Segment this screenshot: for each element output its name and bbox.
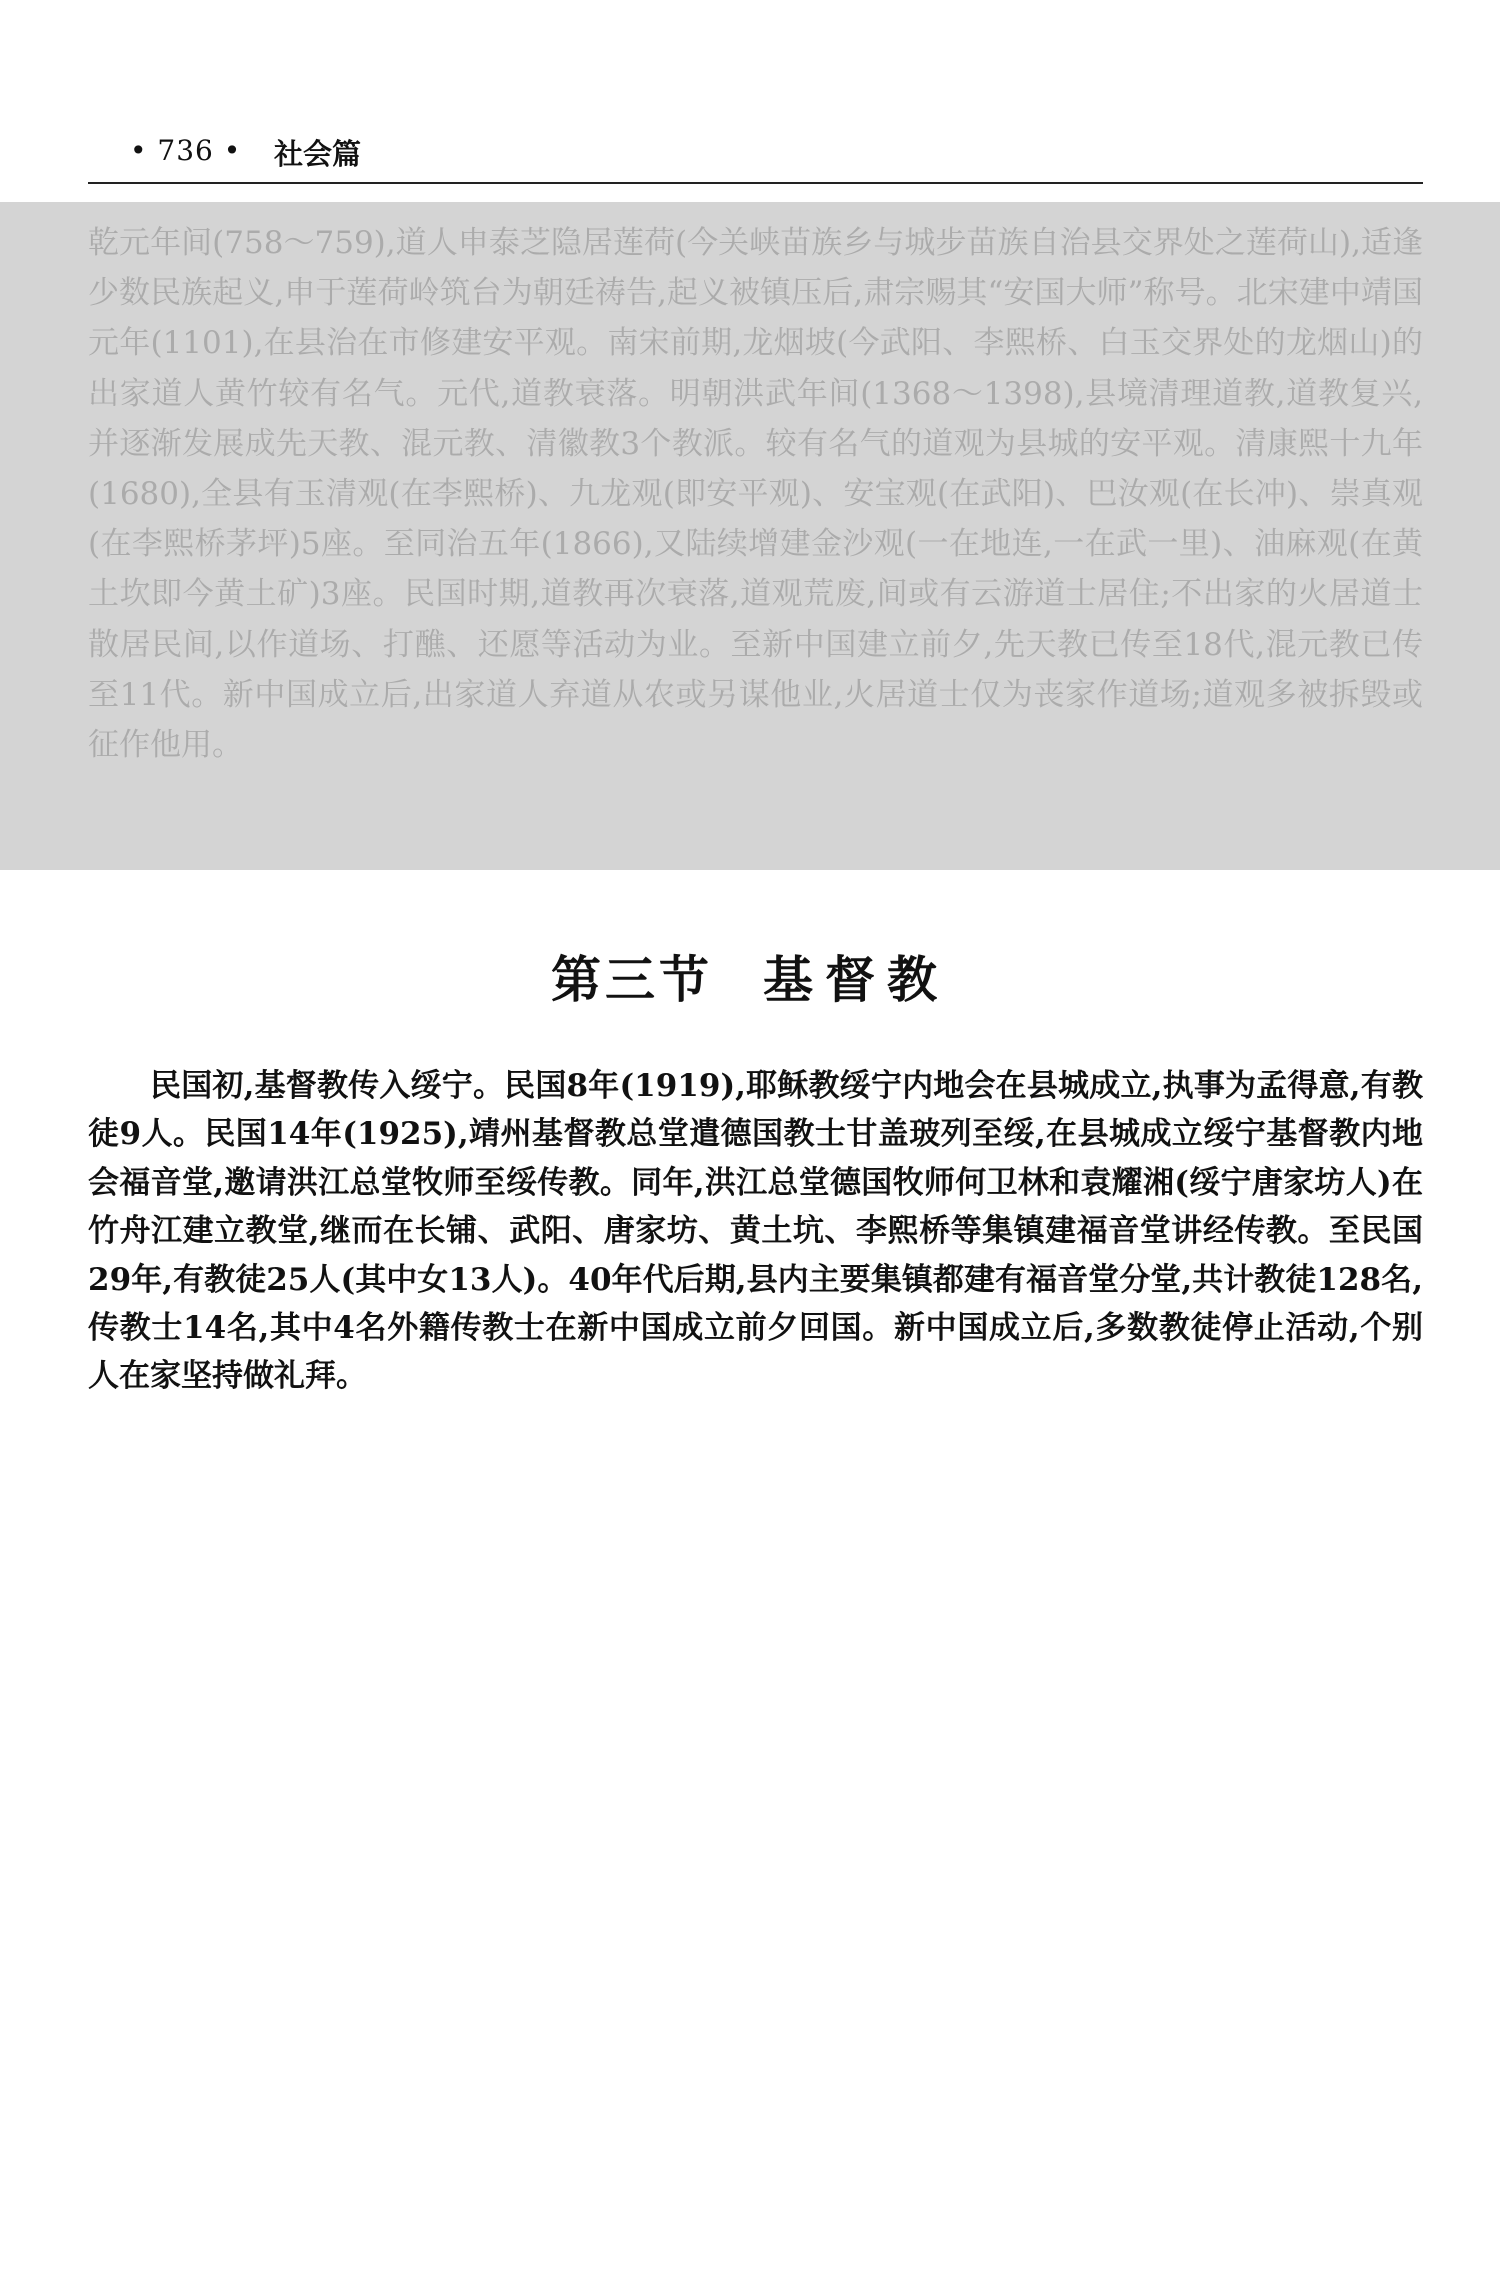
section-title (0, 940, 1500, 1012)
header-rule (88, 182, 1423, 184)
previous-section-paragraph: 乾元年间(758～759),道人申泰芝隐居莲荷(今关峡苗族乡与城步苗族自治县交界处之莲荷山),适逢少数民族起义,申于莲荷岭筑台为朝廷祷告,起义被镇压后,肃宗赐其“安国大师”称号。北宋建中靖国元年(1101),在县治在市修建安平观。南宋前期,龙烟坡(今武阳、李熙桥、白玉交界处的龙烟山)的出家道人黄竹较有名气。元代,道教衰落。明朝洪武年间(1368～1398),县境清理道教,道教复兴,并逐渐发展成先天教、混元教、清徽教3个教派。较有名气的道观为县城的安平观。清康熙十九年(1680),全县有玉清观(在李熙桥)、九龙观(即安平观)、安宝观(在武阳)、巴汝观(在长冲)、崇真观(在李熙桥茅坪)5座。至同治五年(1866),又陆续增建金沙观(一在地连,一在武一里)、油麻观(在黄土坎即今黄土矿)3座。民国时期,道教再次衰落,道观荒废,间或有云游道士居住;不出家的火居道士散居民间,以作道场、打醮、还愿等活动为业。至新中国建立前夕,先天教已传至18代,混元教已传至11代。新中国成立后,出家道人弃道从农或另谋他业,火居道士仅为丧家作道场;道观多被拆毁或征作他用。 (88, 225, 1423, 764)
body-paragraph: 民国初,基督教传入绥宁。民国8年(1919),耶稣教绥宁内地会在县城成立,执事为孟得意,有教徒9人。民国14年(1925),靖州基督教总堂遣德国教士甘盖玻列至绥,在县城成立绥宁基督教内地会福音堂,邀请洪江总堂牧师至绥传教。同年,洪江总堂德国牧师何卫林和袁耀湘(绥宁唐家坊人)在竹舟江建立教堂,继而在长铺、武阳、唐家坊、黄土坑、李熙桥等集镇建福音堂讲经传教。至民国29年,有教徒25人(其中女13人)。40年代后期,县内主要集镇都建有福音堂分堂,共计教徒128名,传教士14名,其中4名外籍传教士在新中国成立前夕回国。新中国成立后,多数教徒停止活动,个别人在家坚持做礼拜。 (88, 1068, 1423, 1395)
section-name: 基督教 (763, 950, 949, 1009)
page-number: • 736 • (130, 134, 242, 167)
previous-section-block (0, 202, 1500, 870)
section-number: 第三节 (551, 950, 713, 1009)
running-section-title: 社会篇 (274, 137, 362, 171)
page-header (88, 128, 1423, 184)
